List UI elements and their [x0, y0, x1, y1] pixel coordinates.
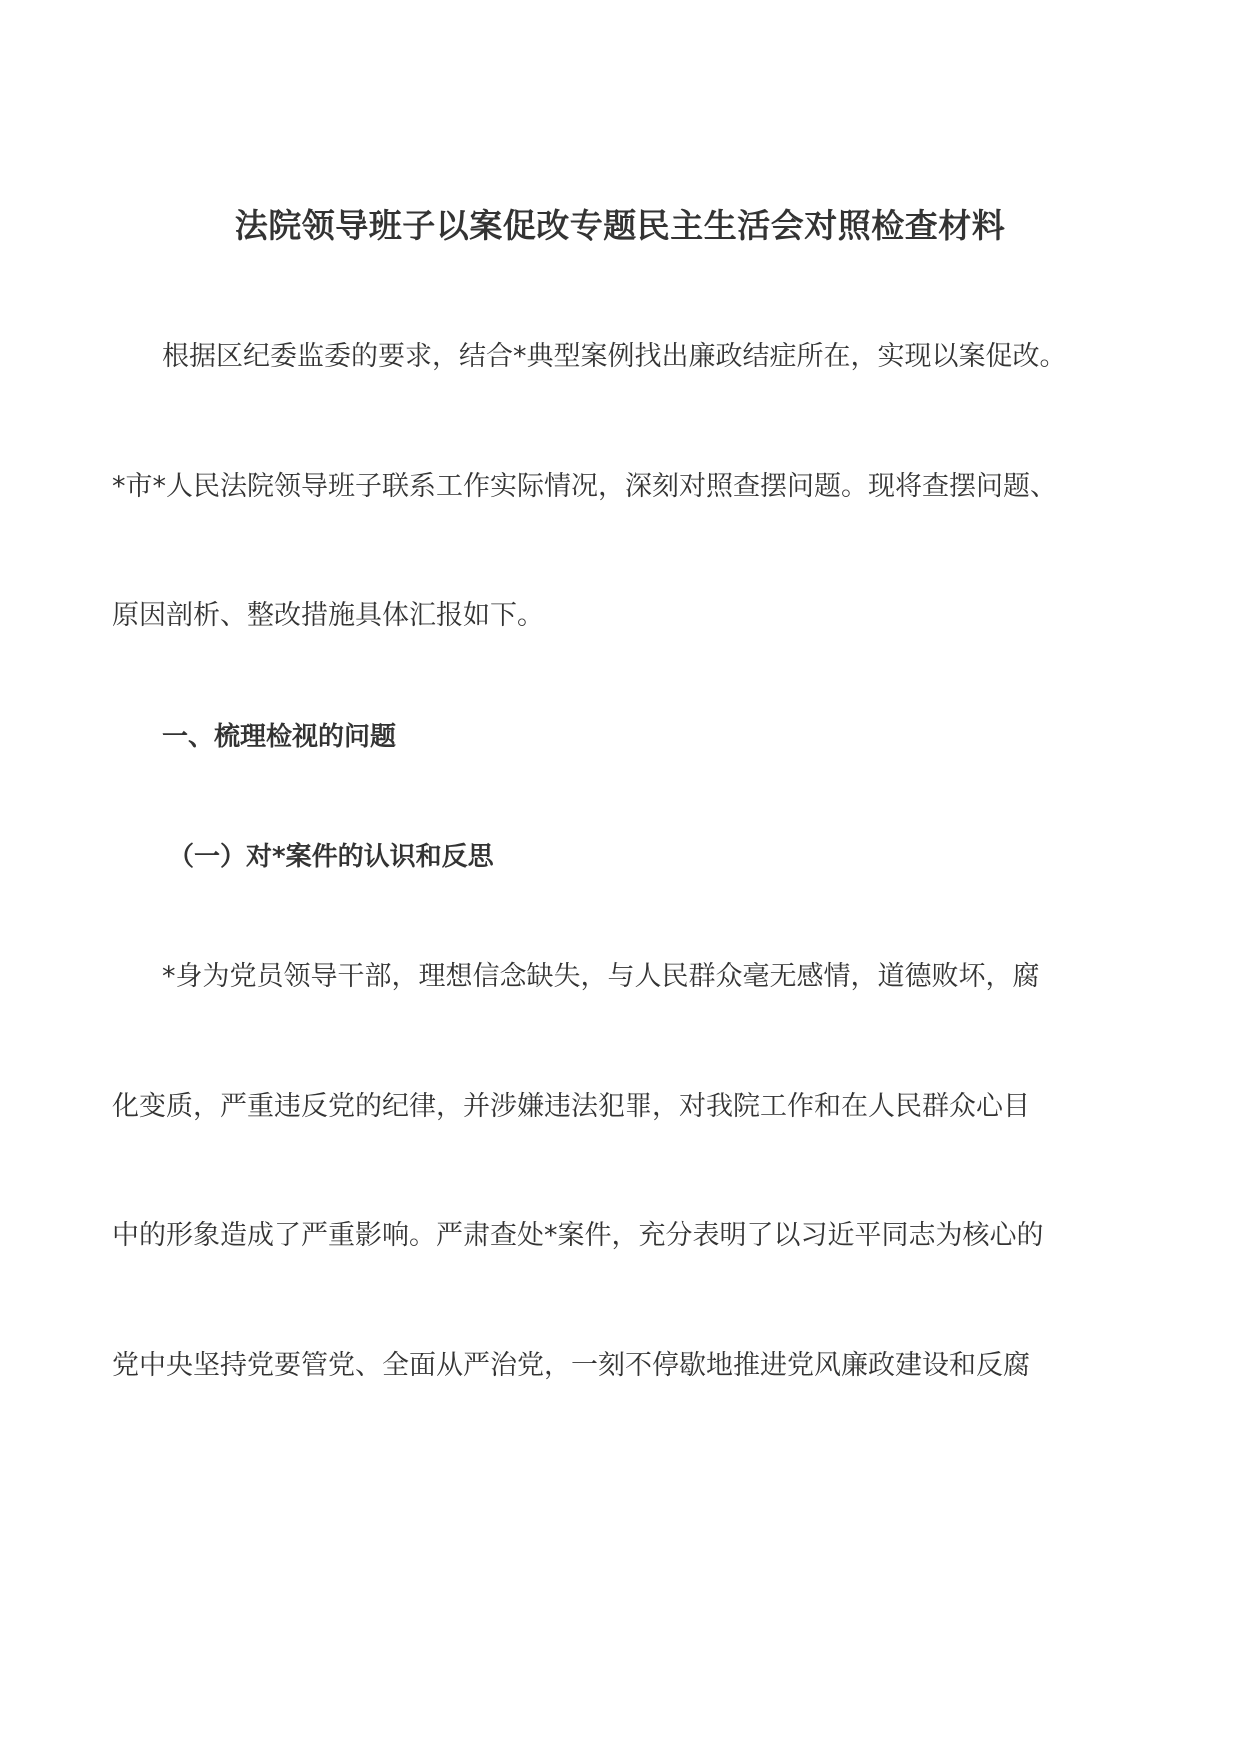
paragraph-intro-line-3: 原因剖析、整改措施具体汇报如下。	[112, 600, 544, 631]
document-title: 法院领导班子以案促改专题民主生活会对照检查材料	[234, 206, 1006, 245]
subsection-heading-1: （一）对*案件的认识和反思	[168, 842, 494, 872]
section-heading-1: 一、梳理检视的问题	[162, 722, 397, 752]
paragraph-body-line-2: 化变质，严重违反党的纪律，并涉嫌违法犯罪，对我院工作和在人民群众心目	[112, 1091, 1030, 1122]
paragraph-body-line-3: 中的形象造成了严重影响。严肃查处*案件，充分表明了以习近平同志为核心的	[112, 1220, 1044, 1251]
paragraph-body-line-4: 党中央坚持党要管党、全面从严治党，一刻不停歇地推进党风廉政建设和反腐	[112, 1350, 1030, 1381]
paragraph-intro-line-1: 根据区纪委监委的要求，结合*典型案例找出廉政结症所在，实现以案促改。	[162, 341, 1067, 372]
paragraph-body-line-1: *身为党员领导干部，理想信念缺失，与人民群众毫无感情，道德败坏，腐	[162, 961, 1040, 992]
paragraph-intro-line-2: *市*人民法院领导班子联系工作实际情况，深刻对照查摆问题。现将查摆问题、	[112, 471, 1057, 502]
